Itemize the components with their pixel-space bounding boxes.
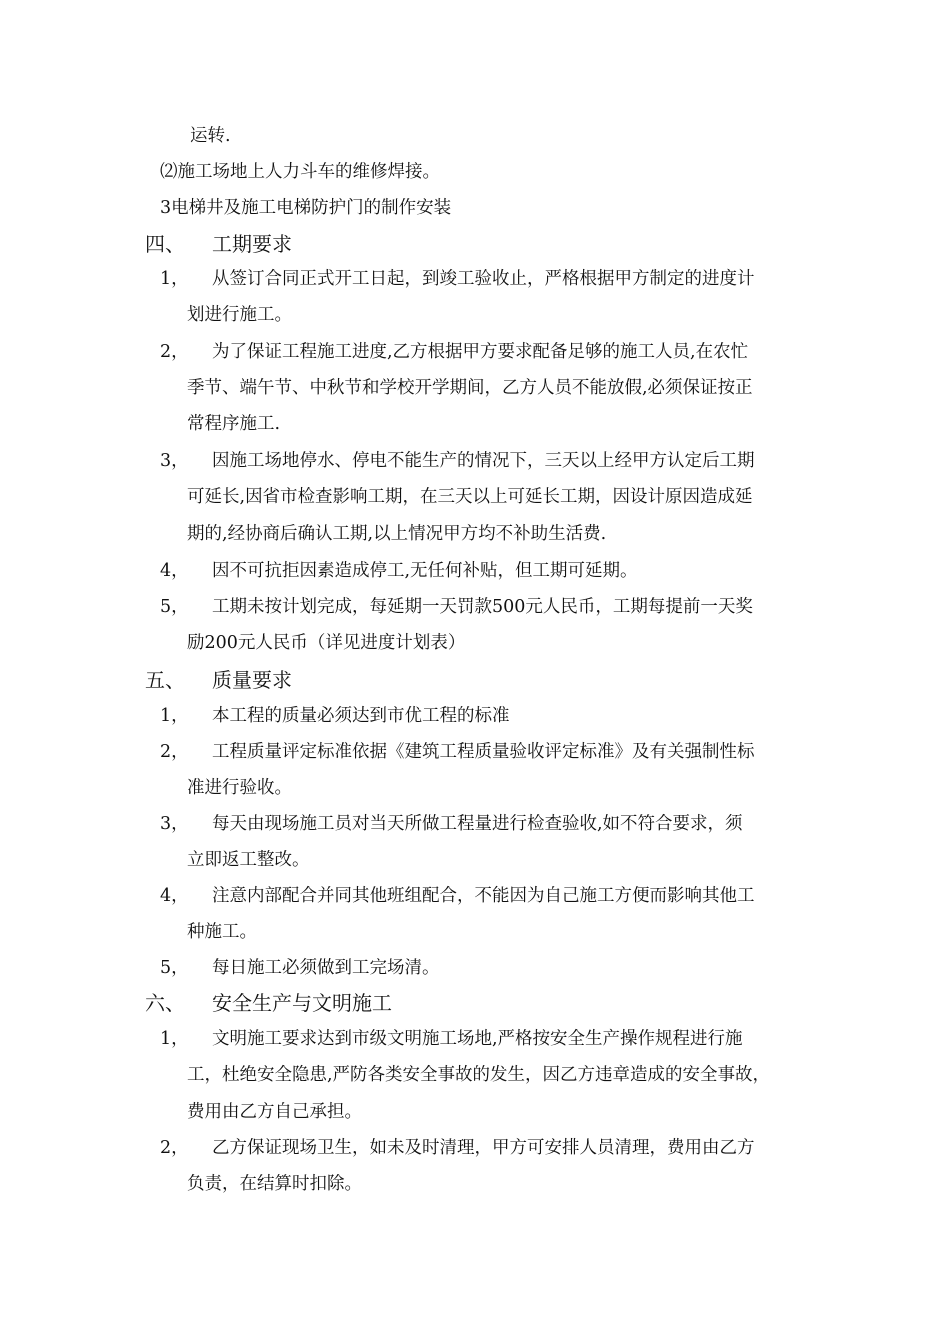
section-heading: [0, 667, 950, 693]
section-title: 安全生产与文明施工: [212, 991, 392, 1015]
item-number: 1，: [160, 269, 189, 289]
item-line: 划进行施工。: [187, 305, 292, 325]
section-number: 五、: [145, 668, 185, 692]
item-line: 励200元人民币（详见进度计划表）: [187, 633, 466, 653]
item-line: 费用由乙方自己承担。: [187, 1102, 362, 1122]
item-number: 4，: [160, 561, 189, 581]
item-number: 1，: [160, 1029, 189, 1049]
item-number: 3，: [160, 814, 189, 834]
item-line: 从签订合同正式开工日起，到竣工验收止，严格根据甲方制定的进度计: [212, 269, 755, 289]
list-item: [0, 268, 950, 290]
item-line: 工程质量评定标准依据《建筑工程质量验收评定标准》及有关强制性标: [212, 742, 755, 762]
section-heading: [0, 990, 950, 1016]
item-line: 本工程的质量必须达到市优工程的标准: [212, 706, 510, 726]
item-line: 可延长,因省市检查影响工期，在三天以上可延长工期，因设计原因造成延: [187, 487, 753, 507]
list-item: [0, 1137, 950, 1159]
list-item: [0, 560, 950, 582]
item-line: 常程序施工.: [187, 414, 281, 434]
item-line: 因不可抗拒因素造成停工,无任何补贴，但工期可延期。: [212, 561, 638, 581]
item-line: 每日施工必须做到工完场清。: [212, 958, 440, 978]
item-line: 为了保证工程施工进度,乙方根据甲方要求配备足够的施工人员,在农忙: [212, 342, 749, 362]
text-line: 运转.: [190, 126, 231, 146]
list-item: [0, 705, 950, 727]
text-line: 3电梯井及施工电梯防护门的制作安装: [160, 198, 452, 218]
item-line: 乙方保证现场卫生，如未及时清理，甲方可安排人员清理，费用由乙方: [212, 1138, 755, 1158]
section-number: 六、: [145, 991, 185, 1015]
item-number: 2，: [160, 742, 189, 762]
item-number: 5，: [160, 958, 189, 978]
item-line: 立即返工整改。: [187, 850, 310, 870]
text-line: ⑵施工场地上人力斗车的维修焊接。: [160, 162, 440, 182]
item-line: 负责，在结算时扣除。: [187, 1174, 362, 1194]
list-item: [0, 813, 950, 835]
item-number: 5，: [160, 597, 189, 617]
section-title: 质量要求: [212, 668, 292, 692]
item-number: 2，: [160, 342, 189, 362]
item-line: 因施工场地停水、停电不能生产的情况下，三天以上经甲方认定后工期: [212, 451, 755, 471]
item-line: 注意内部配合并同其他班组配合，不能因为自己施工方便而影响其他工: [212, 886, 755, 906]
list-item: [0, 741, 950, 763]
list-item: [0, 596, 950, 618]
section-title: 工期要求: [212, 232, 292, 256]
section-number: 四、: [145, 232, 185, 256]
list-item: [0, 450, 950, 472]
list-item: [0, 341, 950, 363]
item-line: 每天由现场施工员对当天所做工程量进行检查验收,如不符合要求，须: [212, 814, 743, 834]
list-item: [0, 1028, 950, 1050]
list-item: [0, 885, 950, 907]
item-line: 种施工。: [187, 922, 257, 942]
section-heading: [0, 231, 950, 257]
item-number: 2，: [160, 1138, 189, 1158]
item-line: 文明施工要求达到市级文明施工场地,严格按安全生产操作规程进行施: [212, 1029, 743, 1049]
item-line: 工，杜绝安全隐患,严防各类安全事故的发生，因乙方违章造成的安全事故，: [187, 1065, 771, 1085]
item-number: 1，: [160, 706, 189, 726]
item-line: 工期未按计划完成，每延期一天罚款500元人民币，工期每提前一天奖: [212, 597, 753, 617]
item-line: 季节、端午节、中秋节和学校开学期间，乙方人员不能放假,必须保证按正: [187, 378, 753, 398]
item-line: 期的,经协商后确认工期,以上情况甲方均不补助生活费.: [187, 524, 607, 544]
list-item: [0, 957, 950, 979]
item-line: 准进行验收。: [187, 778, 292, 798]
item-number: 4，: [160, 886, 189, 906]
item-number: 3，: [160, 451, 189, 471]
